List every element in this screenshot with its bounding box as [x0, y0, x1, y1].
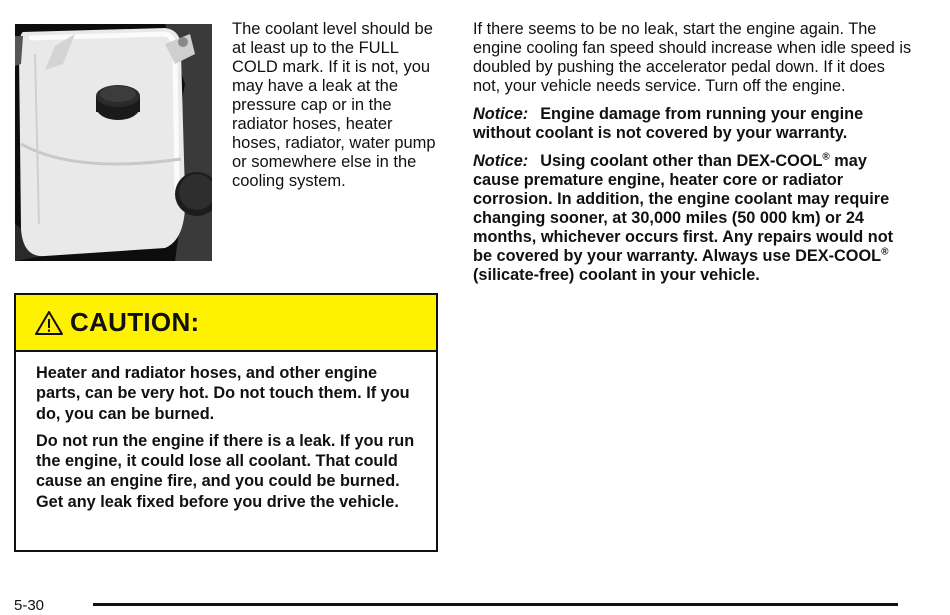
- notice-dexcool: [473, 152, 913, 285]
- notice-text-b: may cause premature engine, heater core or radiator corrosion. In addition, the engine coolant may require changing sooner, at 30,000 miles (50 000 km) or 24 months, whichever occurs first. Any repairs would not be covered by your warranty. Always use DEX-COOL: [473, 152, 894, 265]
- notice-warranty: [473, 105, 913, 143]
- coolant-level-text: The coolant level should be at least up to the FULL COLD mark. If it is not, you may have a leak at the pressure cap or in the radiator hoses, heater hoses, radiator, water pump or somewhere else in the cooling system.: [232, 20, 436, 190]
- caution-box: [14, 293, 438, 552]
- warning-triangle-icon: [34, 310, 64, 336]
- page-number: 5-30: [14, 597, 45, 614]
- caution-paragraph: Heater and radiator hoses, and other engine parts, can be very hot. Do not touch them. If you do, you can be burned.: [36, 364, 410, 423]
- caution-paragraph: Do not run the engine if there is a leak. If you run the engine, it could lose all coolant. That could cause an engine fire, and you could be burned. Get any leak fixed before you drive the vehicle.: [36, 431, 415, 511]
- notice-label: Notice:: [473, 152, 529, 170]
- caution-title: CAUTION:: [70, 307, 200, 337]
- right-column: [473, 20, 913, 294]
- notice-text-c: (silicate-free) coolant in your vehicle.: [473, 266, 760, 284]
- notice-text-a: Using coolant other than DEX-COOL: [540, 152, 823, 170]
- registered-mark: ®: [822, 151, 830, 163]
- caution-header: [16, 295, 436, 352]
- caution-body: [16, 352, 436, 512]
- notice-label: Notice:: [473, 105, 529, 123]
- footer-rule: [93, 603, 898, 606]
- notice-text: Engine damage from running your engine without coolant is not covered by your warranty.: [473, 105, 864, 142]
- engine-check-text: If there seems to be no leak, start the engine again. The engine cooling fan speed should increase when idle speed is doubled by pushing the accelerator pedal down. If it does not, your vehicle needs service. Turn off the engine.: [473, 20, 912, 95]
- coolant-reservoir-photo: [15, 24, 212, 261]
- registered-mark: ®: [881, 246, 889, 258]
